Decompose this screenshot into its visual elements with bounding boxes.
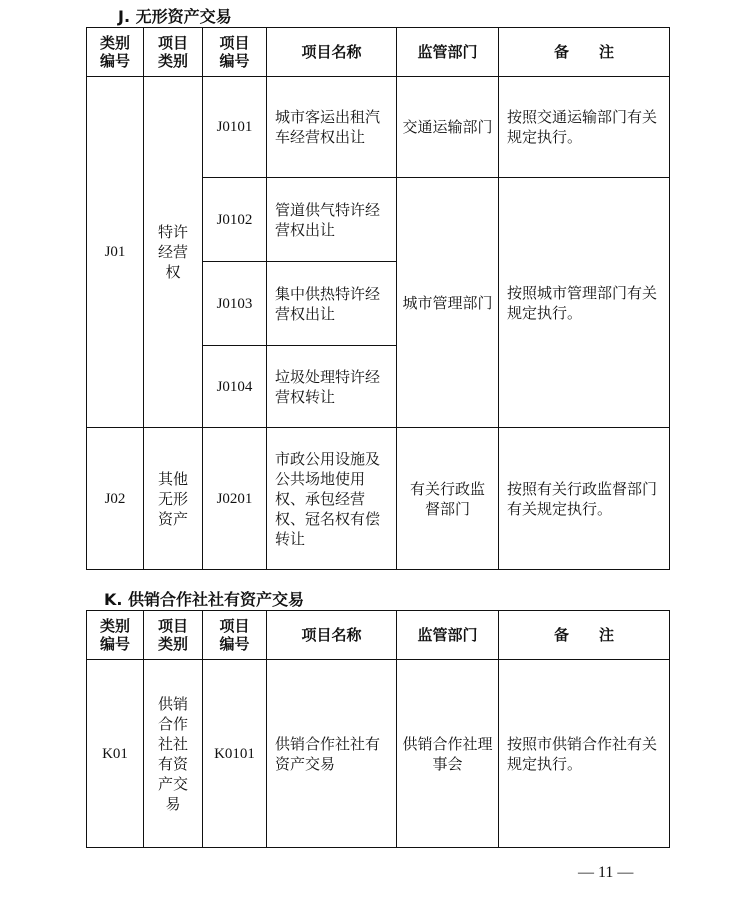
item-category-cell: 供销合作社社有资产交易 — [144, 660, 203, 848]
item-code-cell: J0104 — [203, 346, 267, 428]
regulator-cell: 城市管理部门 — [397, 178, 499, 428]
section-k-table — [86, 610, 670, 848]
header-regulator: 监管部门 — [397, 611, 499, 660]
header-item-code: 项目 编号 — [203, 28, 267, 77]
item-code-cell: J0102 — [203, 178, 267, 262]
category-code-cell: K01 — [87, 660, 144, 848]
regulator-cell: 有关行政监督部门 — [397, 428, 499, 570]
item-category-cell: 特许经营权 — [144, 77, 203, 428]
item-category-cell: 其他无形资产 — [144, 428, 203, 570]
section-j-title: J. 无形资产交易 — [118, 7, 232, 26]
category-code-cell: J02 — [87, 428, 144, 570]
item-name-cell: 管道供气特许经营权出让 — [267, 178, 397, 262]
category-code-cell: J01 — [87, 77, 144, 428]
header-category-code: 类别 编号 — [87, 28, 144, 77]
remarks-cell: 按照市供销合作社有关规定执行。 — [499, 660, 670, 848]
item-name-cell: 垃圾处理特许经营权转让 — [267, 346, 397, 428]
header-item-category: 项目 类别 — [144, 28, 203, 77]
remarks-cell: 按照有关行政监督部门有关规定执行。 — [499, 428, 670, 570]
item-code-cell: J0101 — [203, 77, 267, 178]
item-code-cell: J0103 — [203, 262, 267, 346]
section-k-title: K. 供销合作社社有资产交易 — [104, 590, 305, 609]
item-name-cell: 市政公用设施及公共场地使用权、承包经营权、冠名权有偿转让 — [267, 428, 397, 570]
item-name-cell: 集中供热特许经营权出让 — [267, 262, 397, 346]
item-code-cell: J0201 — [203, 428, 267, 570]
remarks-cell: 按照交通运输部门有关规定执行。 — [499, 77, 670, 178]
page-number: — 11 — — [578, 864, 634, 881]
regulator-cell: 供销合作社理事会 — [397, 660, 499, 848]
header-item-name: 项目名称 — [267, 611, 397, 660]
header-item-name: 项目名称 — [267, 28, 397, 77]
header-remarks: 备 注 — [499, 28, 670, 77]
regulator-cell: 交通运输部门 — [397, 77, 499, 178]
header-item-category: 项目 类别 — [144, 611, 203, 660]
section-j-table — [86, 27, 670, 570]
item-name-cell: 供销合作社社有资产交易 — [267, 660, 397, 848]
header-remarks: 备 注 — [499, 611, 670, 660]
header-item-code: 项目 编号 — [203, 611, 267, 660]
header-category-code: 类别 编号 — [87, 611, 144, 660]
remarks-cell: 按照城市管理部门有关规定执行。 — [499, 178, 670, 428]
item-name-cell: 城市客运出租汽车经营权出让 — [267, 77, 397, 178]
header-regulator: 监管部门 — [397, 28, 499, 77]
item-code-cell: K0101 — [203, 660, 267, 848]
